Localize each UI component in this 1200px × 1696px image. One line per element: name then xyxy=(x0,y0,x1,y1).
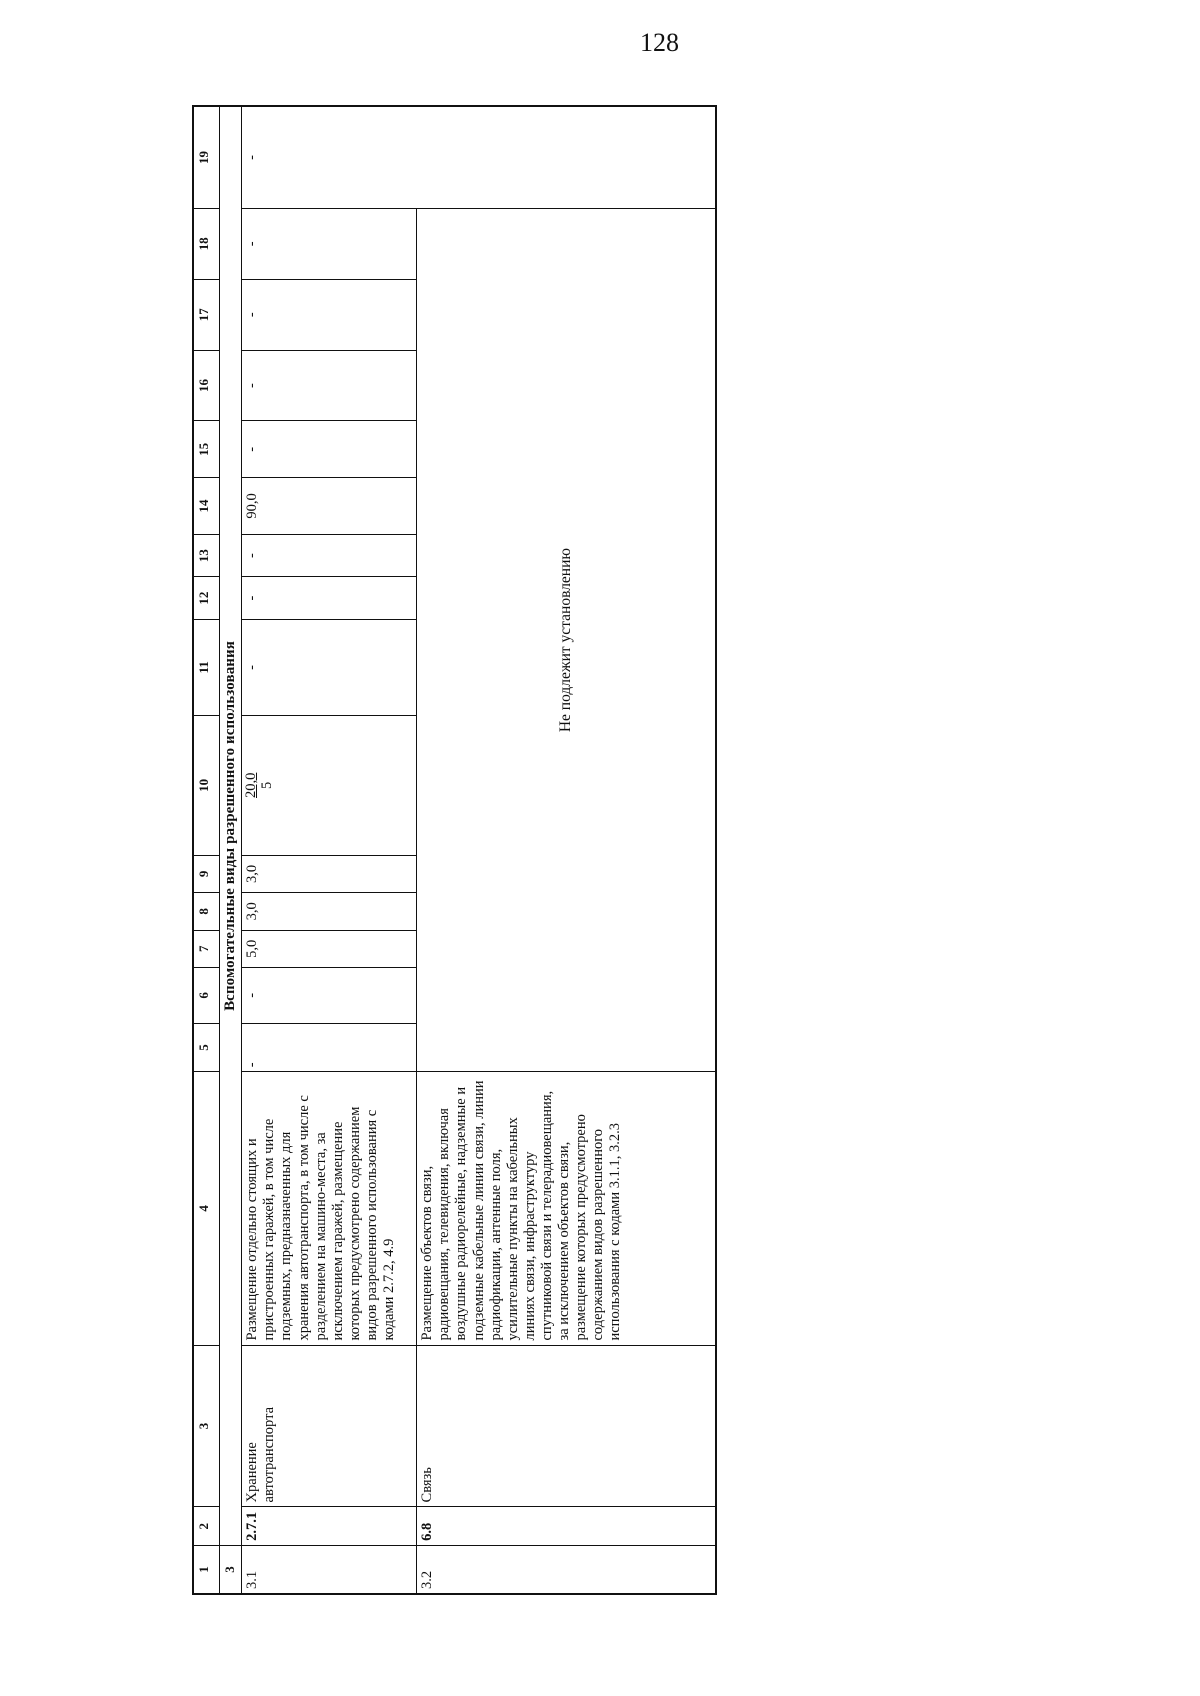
col-number: 15 xyxy=(193,421,219,478)
cell-col-13: - xyxy=(242,534,417,577)
col-number: 5 xyxy=(193,1023,219,1072)
column-number-row xyxy=(193,106,219,1594)
section-header-row xyxy=(219,106,242,1594)
fraction-numerator: 20,0 xyxy=(243,772,260,798)
col-number: 6 xyxy=(193,967,219,1023)
cell-col-8: 3,0 xyxy=(242,893,417,930)
cell-col-17: - xyxy=(242,279,417,350)
cell-col-10 xyxy=(242,715,417,855)
not-established-cell: Не подлежит установлению xyxy=(417,208,716,1071)
use-description: Размещение отдельно стоящих и пристроенных гаражей, в том числе подземных, предназначенных для хранения автотранспорта, в том числе с разделением на машино-места, за исключением гаражей, размещение которых предусмотрено содержанием видов разрешенного использования с кодами 2.7.2, 4.9 xyxy=(242,1072,417,1345)
use-name: Связь xyxy=(417,1345,716,1507)
fraction-denominator: 5 xyxy=(259,781,276,789)
col-number: 11 xyxy=(193,619,219,715)
cell-col-18: - xyxy=(242,208,417,279)
use-code: 2.7.1 xyxy=(242,1507,417,1545)
row-number: 3.2 xyxy=(417,1545,716,1594)
rotated-table-container xyxy=(192,105,717,1595)
cell-col-6: - xyxy=(242,967,417,1023)
col-number: 3 xyxy=(193,1345,219,1507)
cell-col-15: - xyxy=(242,421,417,478)
fraction-value xyxy=(244,773,276,798)
cell-col-5: - xyxy=(242,1023,417,1072)
col-number: 17 xyxy=(193,279,219,350)
page-number: 128 xyxy=(640,28,679,57)
table-row xyxy=(417,106,716,1594)
section-number: 3 xyxy=(219,1545,242,1594)
cell-col-12: - xyxy=(242,577,417,620)
cell-col-14: 90,0 xyxy=(242,478,417,535)
cell-col-7: 5,0 xyxy=(242,930,417,967)
use-code: 6.8 xyxy=(417,1507,716,1545)
col-number: 1 xyxy=(193,1545,219,1594)
regulations-table xyxy=(192,105,717,1595)
col-number: 16 xyxy=(193,350,219,421)
col-number: 8 xyxy=(193,893,219,930)
col-number: 14 xyxy=(193,478,219,535)
cell-col-16: - xyxy=(242,350,417,421)
cell-col-11: - xyxy=(242,619,417,715)
row-number: 3.1 xyxy=(242,1545,417,1594)
col-number: 4 xyxy=(193,1072,219,1345)
col-number: 7 xyxy=(193,930,219,967)
col-number: 10 xyxy=(193,715,219,855)
use-description: Размещение объектов связи, радиовещания, телевидения, включая воздушные радиорелейные, надземные и подземные кабельные линии связи, линии радиофикации, антенные поля, усилительные пункты на кабельных линиях связи, инфраструктуру спутниковой связи и телерадиовещания, за исключением объектов связи, размещение которых предусмотрено содержанием видов разрешенного использования с кодами 3.1.1, 3.2.3 xyxy=(417,1072,716,1345)
col-number: 12 xyxy=(193,577,219,620)
col-number: 19 xyxy=(193,106,219,208)
cell-col-19: - xyxy=(242,106,716,208)
section-title: Вспомогательные виды разрешенного использования xyxy=(219,106,242,1545)
col-number: 2 xyxy=(193,1507,219,1545)
use-name: Хранение автотранспорта xyxy=(242,1345,417,1507)
col-number: 9 xyxy=(193,855,219,892)
col-number: 18 xyxy=(193,208,219,279)
cell-col-9: 3,0 xyxy=(242,855,417,892)
table-row xyxy=(242,106,417,1594)
col-number: 13 xyxy=(193,534,219,577)
